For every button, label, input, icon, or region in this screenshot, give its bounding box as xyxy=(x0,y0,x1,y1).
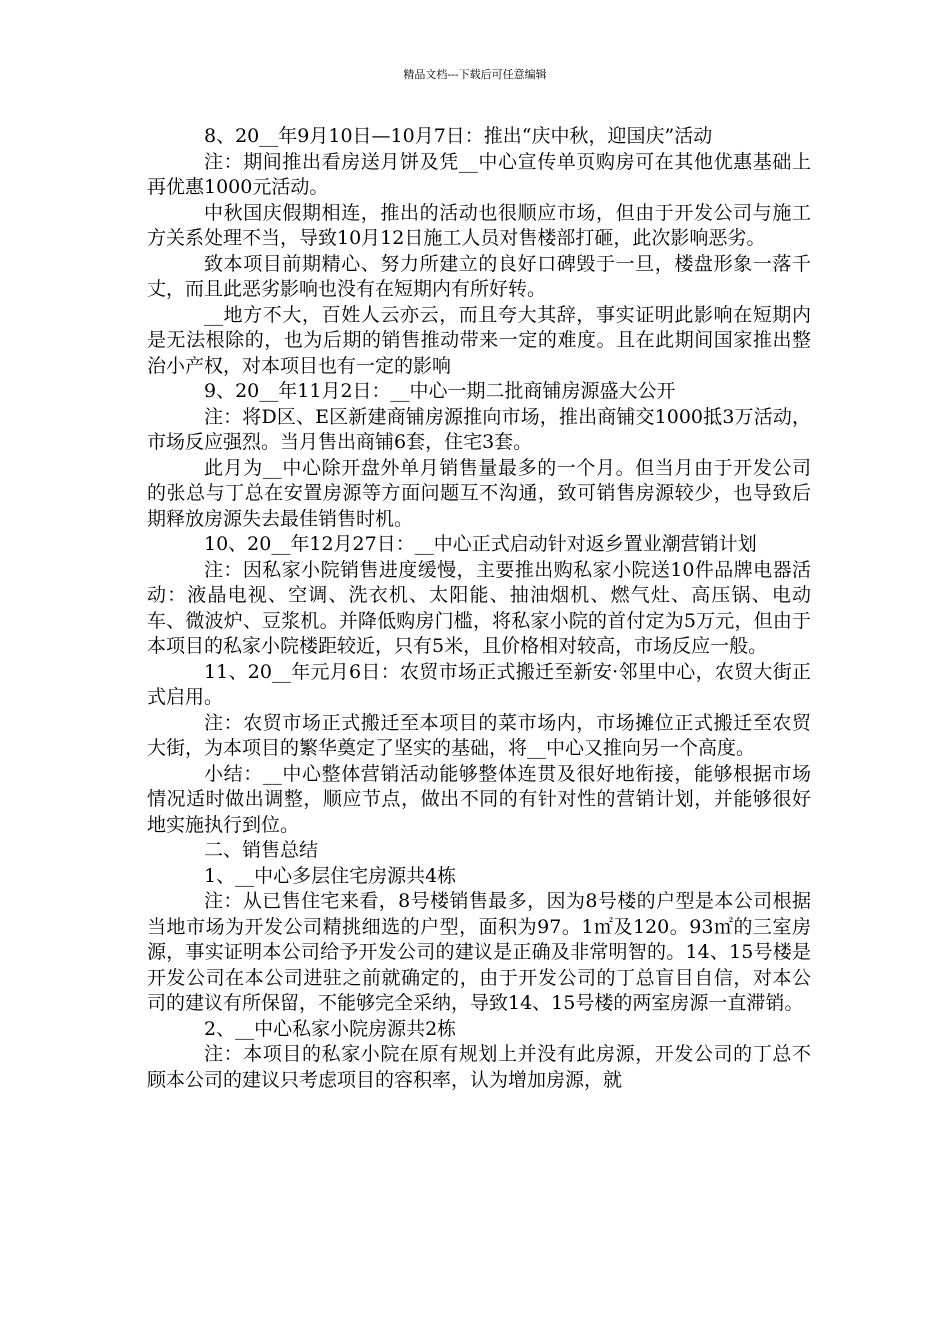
paragraph-item-1-note: 注：从已售住宅来看，8号楼销售最多，因为8号楼的户型是本公司根据当地市场为开发公司精挑细选的户型，面积为97。1㎡及120。93㎡的三室房源，事实证明本公司给予开发公司的建议是正确及非常明智的。14、15号楼是开发公司在本公司进驻之前就确定的，由于开发公司的丁总盲目自信，对本公司的建议有所保留，不能够完全采纳，导致14、15号楼的两室房源一直滞销。 xyxy=(147,890,811,1014)
paragraph-activity-8-note: 注：期间推出看房送月饼及凭__中心宣传单页购房可在其他优惠基础上再优惠1000元活动。 xyxy=(147,150,811,198)
paragraph-activity-9-note: 注：将D区、E区新建商铺房源推向市场，推出商铺交1000抵3万活动，市场反应强烈。当月售出商铺6套，住宅3套。 xyxy=(147,405,811,453)
paragraph-item-2-note: 注：本项目的私家小院在原有规划上并没有此房源，开发公司的丁总不顾本公司的建议只考虑项目的容积率，认为增加房源，就 xyxy=(147,1043,811,1091)
paragraph: 中秋国庆假期相连，推出的活动也很顺应市场，但由于开发公司与施工方关系处理不当，导致10月12日施工人员对售楼部打砸，此次影响恶劣。 xyxy=(147,201,811,249)
paragraph-item-1-title: 1、__中心多层住宅房源共4栋 xyxy=(204,864,457,887)
paragraph-activity-9-title: 9、20__年11月2日：__中心一期二批商铺房源盛大公开 xyxy=(204,380,676,402)
paragraph-activity-10-note: 注：因私家小院销售进度缓慢，主要推出购私家小院送10件品牌电器活动：液晶电视、空调、洗衣机、太阳能、抽油烟机、燃气灶、高压锅、电动车、微波炉、豆浆机。并降低购房门槛，将私家小院的首付定为5万元，但由于本项目的私家小院楼距较近，只有5米，且价格相对较高，市场反应一般。 xyxy=(147,558,811,657)
paragraph-item-2-title: 2、__中心私家小院房源共2栋 xyxy=(204,1017,457,1040)
paragraph-summary: 小结：__中心整体营销活动能够整体连贯及很好地衔接，能够根据市场情况适时做出调整，顺应节点，做出不同的有针对性的营销计划，并能够很好地实施执行到位。 xyxy=(147,762,811,836)
paragraph-activity-10-title: 10、20__年12月27日：__中心正式启动针对返乡置业潮营销计划 xyxy=(204,533,757,555)
paragraph-activity-11-title: 11、20__年元月6日：农贸市场正式搬迁至新安·邻里中心，农贸大街正式启用。 xyxy=(147,660,811,708)
paragraph-activity-11-note: 注：农贸市场正式搬迁至本项目的菜市场内，市场摊位正式搬迁至农贸大街，为本项目的繁华奠定了坚实的基础，将__中心又推向另一个高度。 xyxy=(147,711,811,759)
paragraph-activity-8-title: 8、20__年9月10日—10月7日：推出“庆中秋，迎国庆”活动 xyxy=(204,125,713,147)
document-body xyxy=(147,124,811,1093)
paragraph: 致本项目前期精心、努力所建立的良好口碑毁于一旦，楼盘形象一落千丈，而且此恶劣影响也没有在短期内有所好转。 xyxy=(147,252,811,300)
page-header: 精品文档---下载后可任意编辑 xyxy=(403,68,547,81)
paragraph: __地方不大，百姓人云亦云，而且夸大其辞，事实证明此影响在短期内是无法根除的，也为后期的销售推动带来一定的难度。且在此期间国家推出整治小产权，对本项目也有一定的影响 xyxy=(147,303,811,377)
paragraph: 此月为__中心除开盘外单月销售量最多的一个月。但当月由于开发公司的张总与丁总在安置房源等方面问题互不沟通，致可销售房源较少，也导致后期释放房源失去最佳销售时机。 xyxy=(147,456,811,530)
section-heading-sales-summary: 二、销售总结 xyxy=(204,839,319,861)
